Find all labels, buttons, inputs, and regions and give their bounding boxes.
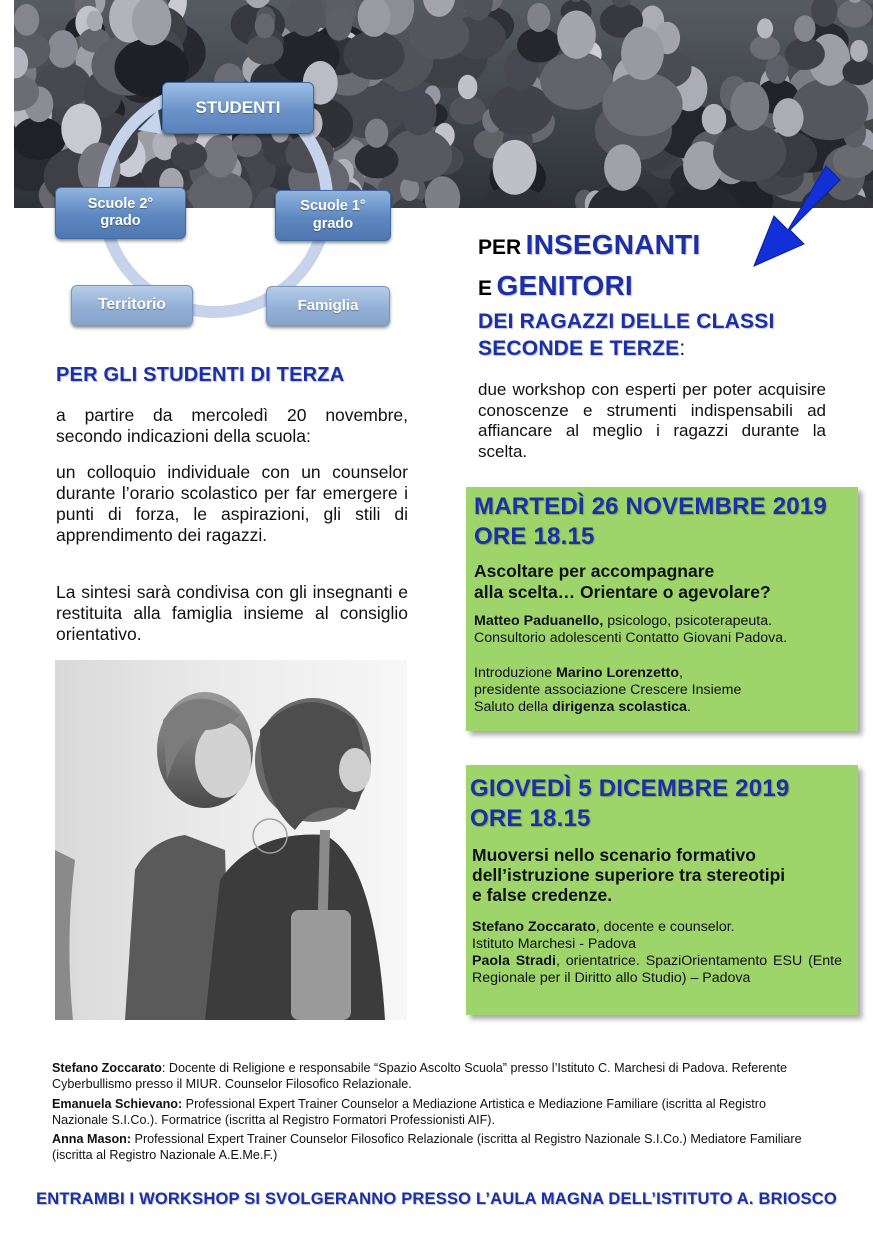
footer-venue: ENTRAMBI I WORKSHOP SI SVOLGERANNO PRESSO L’AULA MAGNA DELL’ISTITUTO A. BRIOSCO (36, 1190, 837, 1208)
workshop-1-intro-comma: , (679, 665, 683, 681)
heading-e: E (478, 277, 493, 300)
heading-line3: DEI RAGAZZI DELLE CLASSI (478, 310, 775, 333)
workshop-1-intro-label: Introduzione (474, 665, 557, 681)
node-scuole-2-label-line2: grado (100, 213, 141, 229)
workshop-1-greeting-bold: dirigenza scolastica (552, 699, 687, 715)
bio-1-name: Stefano Zoccarato (52, 1061, 162, 1075)
bio-3-name: Anna Mason: (52, 1132, 132, 1146)
workshop-1-date: MARTEDÌ 26 NOVEMBRE 2019 (474, 493, 827, 520)
workshop-2-box (466, 765, 858, 1015)
workshop-1-title-line1: Ascoltare per accompagnare (474, 561, 715, 581)
node-scuole-2-label-line1: Scuole 2° (87, 195, 154, 212)
workshop-1-greeting-prefix: Saluto della (474, 699, 553, 715)
workshop-2-speaker1-role: , docente e counselor. (595, 919, 735, 935)
heading-insegnanti: INSEGNANTI (525, 229, 701, 260)
workshop-2-speakers (472, 919, 842, 987)
node-famiglia-label: Famiglia (297, 297, 359, 314)
node-studenti (162, 82, 314, 134)
workshop-2-time: ORE 18.15 (470, 805, 591, 832)
node-territorio (71, 285, 193, 326)
workshop-1-speaker-role: psicologo, psicoterapeuta. (603, 613, 773, 629)
workshop-1-time: ORE 18.15 (474, 523, 595, 550)
workshop-2-speaker1-name: Stefano Zoccarato (472, 919, 596, 935)
bio-2-text: Professional Expert Trainer Counselor a Mediazione Artistica e Mediazione Familiare (iscritta al Registro Nazionale S.I.Co.). Formatrice (iscritta al Registro Formatori Professionisti AIF). (52, 1097, 766, 1127)
bio-2-name: Emanuela Schievano: (52, 1097, 183, 1111)
parents-intro: due workshop con esperti per poter acquisire conoscenze e strumenti indispensabili ad affiancare al meglio i ragazzi durante la scelta. (478, 380, 826, 461)
parents-heading (478, 228, 858, 362)
workshop-1-intro-role: presidente associazione Crescere Insieme (474, 682, 742, 698)
students-photo (55, 660, 407, 1020)
bio-3-text: Professional Expert Trainer Counselor Filosofico Relazionale (iscritta al Registro Nazionale S.I.Co.) Mediatore Familiare (iscritta al Registro Nazionale A.E.Me.F.) (52, 1132, 802, 1162)
workshop-2-speaker2-role: , orientatrice. SpaziOrientamento ESU (Ente Regionale per il Diritto allo Studio) – Padova (472, 953, 842, 986)
workshop-1-greeting-suffix: . (686, 699, 691, 715)
workshop-1-speaker-name: Matteo Paduanello, (474, 613, 604, 629)
heading-colon: : (679, 337, 686, 360)
node-scuole-1-grado (275, 190, 391, 241)
bio-1 (52, 1060, 844, 1092)
students-para2: un colloquio individuale con un counselor durante l’orario scolastico per far emergere i punti di forza, le aspirazioni, gli stili di apprendimento dei ragazzi. (56, 462, 408, 545)
heading-line4: SECONDE E TERZE (478, 337, 680, 360)
node-scuole-1-label-line2: grado (312, 215, 354, 232)
bio-3 (52, 1131, 842, 1163)
node-territorio-label: Territorio (98, 296, 166, 314)
workshop-1-intro (474, 665, 854, 716)
workshop-2-date: GIOVEDÌ 5 DICEMBRE 2019 (470, 775, 790, 802)
students-para3: La sintesi sarà condivisa con gli insegnanti e restituita alla famiglia insieme al consiglio orientativo. (56, 582, 408, 644)
workshop-2-speaker2-name: Paola Stradi (472, 953, 556, 969)
students-heading: PER GLI STUDENTI DI TERZA (56, 364, 345, 386)
workshop-2-title-line3: e false credenze. (472, 885, 613, 905)
heading-genitori: GENITORI (496, 270, 633, 301)
workshop-2-title-line1: Muoversi nello scenario formativo (472, 845, 756, 865)
workshop-2-speaker1-org: Istituto Marchesi - Padova (472, 936, 637, 952)
node-famiglia (266, 286, 390, 326)
heading-per: PER (478, 236, 522, 259)
workshop-1-speaker (474, 613, 854, 647)
node-scuole-2-grado (55, 187, 186, 239)
bio-2 (52, 1096, 797, 1128)
workshop-1-box (466, 487, 858, 731)
workshop-1-title-line2: alla scelta… Orientare o agevolare? (474, 582, 771, 602)
node-studenti-label: STUDENTI (195, 97, 281, 117)
workshop-1-speaker-org: Consultorio adolescenti Contatto Giovani Padova. (474, 630, 788, 646)
students-para1: a partire da mercoledì 20 novembre, secondo indicazioni della scuola: (56, 405, 408, 446)
workshop-1-intro-name: Marino Lorenzetto (556, 665, 679, 681)
node-scuole-1-label-line1: Scuole 1° (300, 198, 366, 215)
workshop-2-title-line2: dell’istruzione superiore tra stereotipi (472, 865, 786, 885)
bio-1-text: : Docente di Religione e responsabile “Spazio Ascolto Scuola” presso l’Istituto C. Marchesi di Padova. Referente Cyberbullismo presso il MIUR. Counselor Filosofico Relazionale. (52, 1061, 787, 1091)
